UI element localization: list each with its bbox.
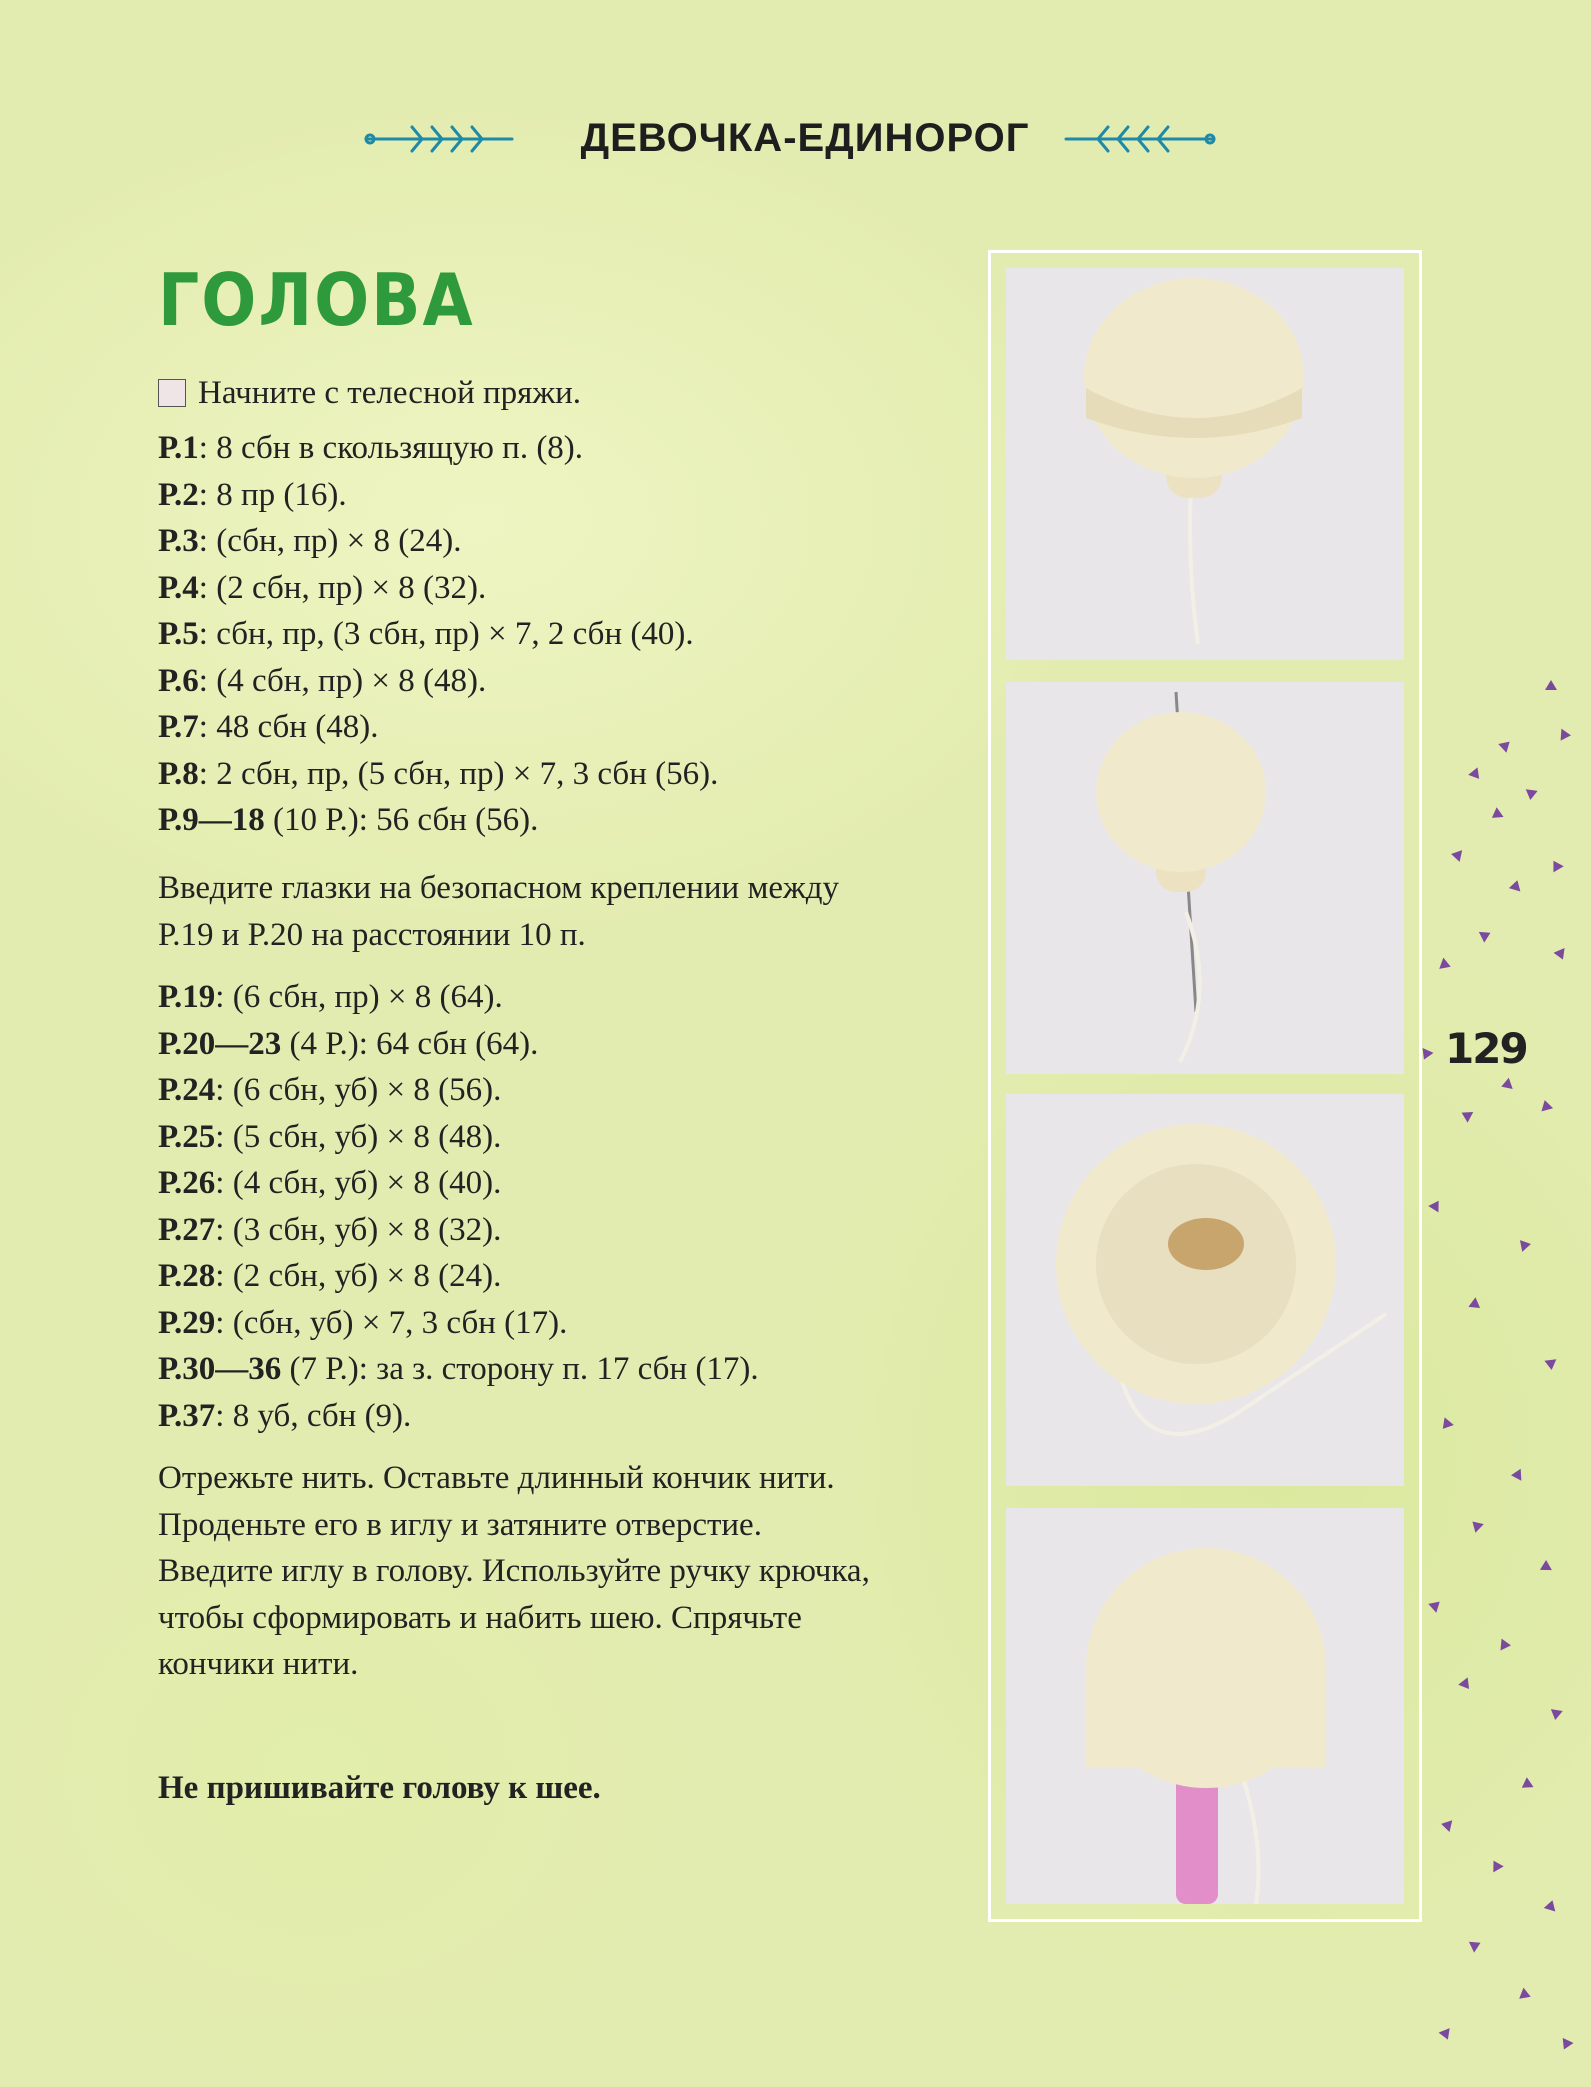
pattern-rows-2 [158,974,958,1439]
pattern-row: Р.8: 2 сбн, пр, (5 сбн, пр) × 7, 3 сбн (56). [158,755,719,792]
photo-head-bottom-view [1006,1094,1404,1486]
confetti-triangle [1439,958,1453,973]
confetti-triangle [1520,1238,1532,1252]
pattern-row: Р.3: (сбн, пр) × 8 (24). [158,523,462,559]
pattern-row: Р.9—18 (10 Р.): 56 сбн (56). [158,802,539,838]
confetti-triangle [1468,1297,1483,1313]
pattern-row: Р.7: 48 сбн (48). [158,709,379,745]
yarn-note-text: Начните с телесной пряжи. [198,375,582,411]
confetti-triangle [1518,1777,1533,1793]
confetti-triangle [1545,680,1557,690]
confetti-triangle [1468,1517,1484,1533]
photo-head-on-hook [1006,1508,1404,1904]
confetti-triangle [1499,1078,1512,1093]
confetti-triangle [1479,927,1493,942]
pattern-row: Р.28: (2 сбн, уб) × 8 (24). [158,1258,502,1294]
pattern-row: Р.4: (2 сбн, пр) × 8 (32). [158,569,487,606]
confetti-triangle [1500,1639,1511,1652]
finish-note: Отрежьте нить. Оставьте длинный кончик нити. Проденьте его в иглу и затяните отверстие. Введите иглу в голову. Используйте ручку крючка, чтобы сформировать и набить шею. Спрячьте кончики нити. [158,1460,870,1682]
pattern-row: Р.5: сбн, пр, (3 сбн, пр) × 7, 2 сбн (40). [158,616,694,652]
yarn-color-swatch [158,379,186,407]
confetti-triangle [1428,1597,1443,1613]
confetti-triangle [1469,1937,1483,1952]
confetti-triangle [1554,948,1569,962]
confetti-triangle [1509,879,1523,892]
final-note: Не пришивайте голову к шее. [158,1770,601,1806]
pattern-row: Р.37: 8 уб, сбн (9). [158,1397,412,1434]
pattern-row: Р.27: (3 сбн, уб) × 8 (32). [158,1211,502,1248]
leaf-branch-icon [1058,122,1218,156]
pattern-row: Р.29: (сбн, уб) × 7, 3 сбн (17). [158,1304,568,1341]
confetti-triangle [1519,1988,1533,2003]
confetti-triangle [1524,789,1537,801]
confetti-triangle [1558,2038,1573,2052]
confetti-triangle [1468,767,1484,782]
confetti-triangle [1439,2028,1454,2042]
leaf-branch-icon [362,122,522,156]
photo-head-with-neck [1006,268,1404,660]
confetti-triangle [1438,1417,1454,1432]
pattern-row: Р.25: (5 сбн, уб) × 8 (48). [158,1118,502,1155]
confetti-triangle [1540,1560,1552,1570]
confetti-triangle [1539,1099,1553,1112]
pattern-row: Р.19: (6 сбн, пр) × 8 (64). [158,979,503,1015]
pattern-rows-1 [158,425,958,844]
running-header [0,108,1591,168]
confetti-triangle [1544,1359,1557,1370]
pattern-row: Р.30—36 (7 Р.): за з. сторону п. 17 сбн (17). [158,1351,759,1387]
confetti-triangle [1428,1198,1443,1213]
pattern-row: Р.2: 8 пр (16). [158,476,347,513]
page-number: 129 [1445,1024,1527,1073]
confetti-triangle [1544,1898,1558,1911]
confetti-triangle [1511,1469,1522,1482]
section-title: ГОЛОВА [158,258,475,342]
pattern-row: Р.20—23 (4 Р.): 64 сбн (64). [158,1025,539,1062]
header-title: ДЕВОЧКА-ЕДИНОРОГ [580,116,1030,160]
pattern-row: Р.1: 8 сбн в скользящую п. (8). [158,430,584,466]
confetti-triangle [1488,1858,1503,1873]
confetti-triangle [1498,737,1513,753]
confetti-triangle [1561,729,1572,742]
yarn-note [158,370,958,417]
pattern-row: Р.24: (6 сбн, уб) × 8 (56). [158,1072,502,1108]
confetti-triangle [1459,1107,1473,1122]
confetti-triangle [1450,848,1462,862]
pattern-row: Р.6: (4 сбн, пр) × 8 (48). [158,662,487,699]
pattern-row: Р.26: (4 сбн, уб) × 8 (40). [158,1165,502,1201]
eyes-note: Введите глазки на безопасном креплении между Р.19 и Р.20 на расстоянии 10 п. [158,870,840,953]
confetti-triangle [1440,1818,1452,1832]
confetti-triangle [1458,1677,1474,1692]
confetti-triangle [1548,858,1563,873]
confetti-triangle [1549,1709,1562,1721]
confetti-triangle [1488,807,1503,823]
photo-head-with-needle [1006,682,1404,1074]
